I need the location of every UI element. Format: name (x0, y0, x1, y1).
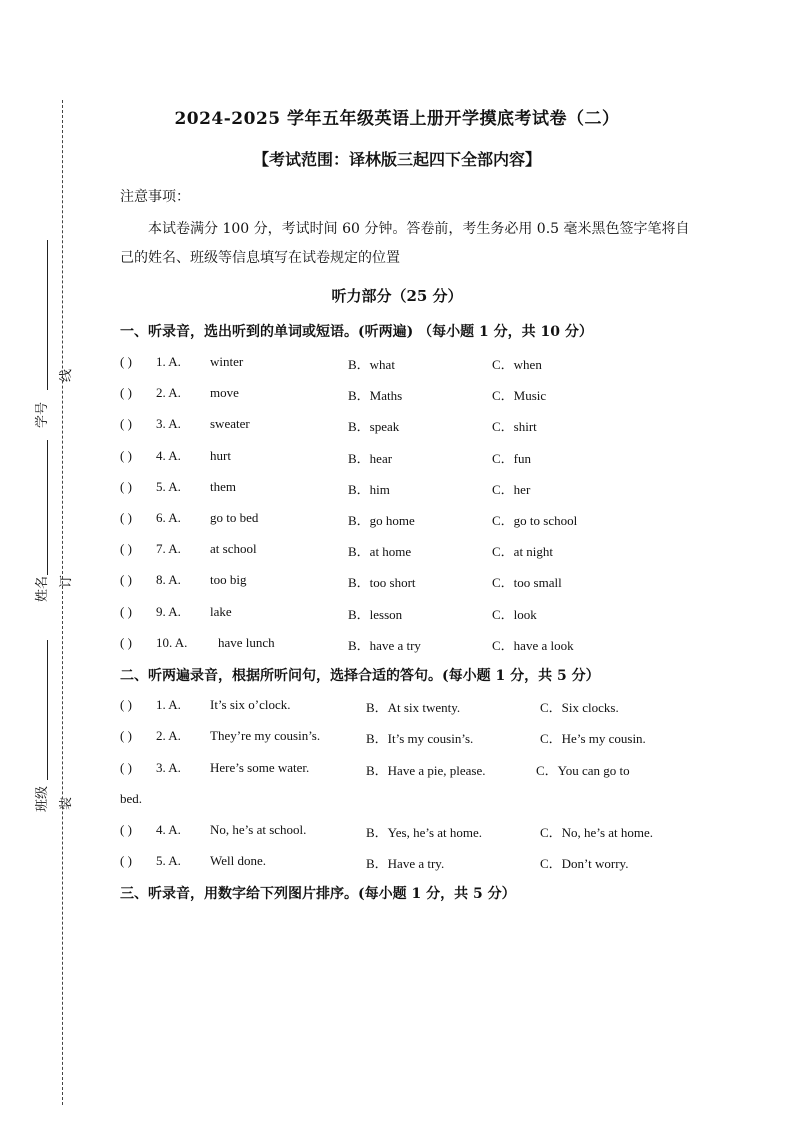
option-a: It’s six o’clock. (210, 697, 291, 712)
student-id-blank[interactable] (47, 240, 48, 390)
option-c-continuation: bed. (120, 791, 143, 806)
option-b: B．go home (348, 513, 415, 528)
class-blank[interactable] (47, 640, 48, 780)
student-id-label: 学号 (35, 401, 50, 428)
answer-bracket[interactable]: ( ) (120, 760, 132, 775)
option-a: They’re my cousin’s. (210, 728, 321, 743)
question-number: 9. A. (156, 604, 181, 619)
section1-title: 一、听录音，选出听到的单词或短语。(听两遍) （每小题 1 分，共 10 分） (120, 324, 593, 340)
option-a: at school (210, 541, 257, 556)
section3-title: 三、听录音，用数字给下列图片排序。(每小题 1 分，共 5 分） (120, 886, 516, 902)
option-a: them (210, 479, 236, 494)
question-number: 3. A. (156, 760, 181, 775)
option-c: C．Music (492, 388, 547, 403)
answer-bracket[interactable]: ( ) (120, 416, 132, 431)
cut-bind-mark: 订 (59, 574, 74, 588)
question-number: 3. A. (156, 416, 181, 431)
binding-dashed-line (62, 100, 63, 1105)
exam-title: 2024-2025 学年五年级英语上册开学摸底考试卷（二） (174, 109, 620, 129)
option-b: B．At six twenty. (366, 700, 461, 715)
option-b: B．hear (348, 451, 393, 466)
name-blank[interactable] (47, 440, 48, 575)
option-c: C．go to school (492, 513, 578, 528)
option-c: C．shirt (492, 419, 537, 434)
question-number: 4. A. (156, 448, 181, 463)
option-a: No, he’s at school. (210, 822, 307, 837)
option-c: C．at night (492, 544, 554, 559)
option-c: C．too small (492, 575, 562, 590)
notice-body: 本试卷满分 100 分，考试时间 60 分钟。答卷前，考生务必用 0.5 毫米黑色签字笔将自己的姓名、班级等信息填写在试卷规定的位置 (120, 221, 690, 266)
option-b: B．Maths (348, 388, 403, 403)
answer-bracket[interactable]: ( ) (120, 728, 132, 743)
option-b: B．Yes, he’s at home. (366, 825, 483, 840)
option-b: B．have a try (348, 638, 421, 653)
answer-bracket[interactable]: ( ) (120, 448, 132, 463)
option-c: C．her (492, 482, 531, 497)
option-a: too big (210, 572, 247, 587)
option-c: C．when (492, 357, 542, 372)
answer-bracket[interactable]: ( ) (120, 635, 132, 650)
name-label: 姓名 (35, 575, 50, 602)
option-a: hurt (210, 448, 231, 463)
option-c: C．Don’t worry. (540, 856, 629, 871)
question-number: 5. A. (156, 853, 181, 868)
option-a: go to bed (210, 510, 259, 525)
question-number: 1. A. (156, 354, 181, 369)
option-c: C．Six clocks. (540, 700, 619, 715)
option-c: C．No, he’s at home. (540, 825, 654, 840)
option-c: C．You can go to (536, 763, 630, 778)
cut-fold-mark: 装 (59, 796, 74, 810)
option-b: B．too short (348, 575, 416, 590)
option-c: C．fun (492, 451, 532, 466)
option-a: sweater (210, 416, 250, 431)
listening-part-title: 听力部分（25 分） (331, 287, 463, 305)
answer-bracket[interactable]: ( ) (120, 853, 132, 868)
question-number: 4. A. (156, 822, 181, 837)
answer-bracket[interactable]: ( ) (120, 572, 132, 587)
question-number: 7. A. (156, 541, 181, 556)
notice-heading: 注意事项： (120, 189, 190, 205)
option-b: B．lesson (348, 607, 403, 622)
answer-bracket[interactable]: ( ) (120, 822, 132, 837)
question-number: 1. A. (156, 697, 181, 712)
question-number: 2. A. (156, 728, 181, 743)
option-b: B．Have a pie, please. (366, 763, 486, 778)
option-a: lake (210, 604, 232, 619)
option-c: C．He’s my cousin. (540, 731, 646, 746)
option-b: B．at home (348, 544, 412, 559)
answer-bracket[interactable]: ( ) (120, 385, 132, 400)
option-c: C．look (492, 607, 537, 622)
option-b: B．Have a try. (366, 856, 445, 871)
option-a: winter (210, 354, 244, 369)
exam-scope: 【考试范围：译林版三起四下全部内容】 (252, 150, 541, 169)
answer-bracket[interactable]: ( ) (120, 541, 132, 556)
option-a: move (210, 385, 239, 400)
option-a: have lunch (218, 635, 275, 650)
question-number: 6. A. (156, 510, 181, 525)
question-number: 8. A. (156, 572, 181, 587)
answer-bracket[interactable]: ( ) (120, 354, 132, 369)
option-b: B．speak (348, 419, 400, 434)
answer-bracket[interactable]: ( ) (120, 697, 132, 712)
question-number: 10. A. (156, 635, 188, 650)
question-number: 5. A. (156, 479, 181, 494)
answer-bracket[interactable]: ( ) (120, 510, 132, 525)
option-a: Well done. (210, 853, 266, 868)
option-b: B．him (348, 482, 390, 497)
answer-bracket[interactable]: ( ) (120, 604, 132, 619)
answer-bracket[interactable]: ( ) (120, 479, 132, 494)
cut-line-mark: 线 (59, 368, 74, 382)
option-b: B．what (348, 357, 395, 372)
section2-title: 二、听两遍录音，根据所听问句，选择合适的答句。(每小题 1 分，共 5 分） (120, 668, 600, 684)
option-c: C．have a look (492, 638, 574, 653)
class-label: 班级 (35, 785, 50, 812)
question-number: 2. A. (156, 385, 181, 400)
option-a: Here’s some water. (210, 760, 310, 775)
option-b: B．It’s my cousin’s. (366, 731, 474, 746)
